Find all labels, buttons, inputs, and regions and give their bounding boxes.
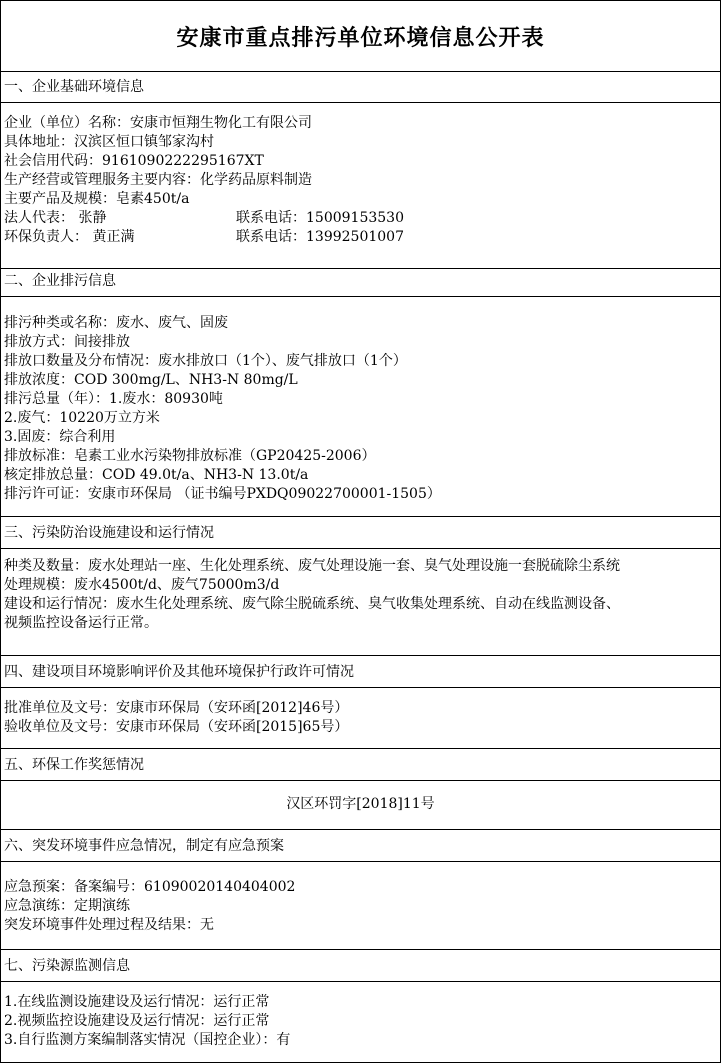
operation-status-cont: 视频监控设备运行正常。 [4, 615, 158, 631]
section-5-heading: 五、环保工作奖惩情况 [1, 749, 720, 781]
page-title: 安康市重点排污单位环境信息公开表 [1, 1, 720, 72]
emergency-plan: 应急预案：备案编号：61090020140404002 [4, 879, 296, 895]
section-3-body [1, 550, 720, 656]
discharge-method: 排放方式：间接排放 [4, 334, 130, 350]
env-manager-phone: 联系电话：13992501007 [236, 229, 404, 245]
treatment-capacity: 处理规模：废水4500t/d、废气75000m3/d [4, 577, 280, 593]
business-scope: 生产经营或管理服务主要内容：化学药品原料制造 [4, 172, 312, 188]
env-manager-row [4, 228, 720, 247]
main-products: 主要产品及规模：皂素450t/a [4, 191, 190, 207]
acceptance-authority: 验收单位及文号：安康市环保局（安环函[2015]65号） [4, 719, 349, 735]
section-2-heading: 二、企业排污信息 [1, 265, 720, 297]
operation-status: 建设和运行情况：废水生化处理系统、废气除尘脱硫系统、臭气收集处理系统、自动在线监测设备、 [4, 596, 620, 612]
legal-rep-phone: 联系电话：15009153530 [236, 210, 404, 226]
approved-total: 核定排放总量：COD 49.0t/a、NH3-N 13.0t/a [4, 467, 309, 483]
penalty-doc-number: 汉区环罚字[2018]11号 [286, 796, 435, 812]
company-name: 企业（单位）名称：安康市恒翔生物化工有限公司 [4, 115, 312, 131]
section-1-heading: 一、企业基础环境信息 [1, 71, 720, 103]
section-6-body [1, 863, 720, 950]
emergency-drill: 应急演练：定期演练 [4, 898, 130, 914]
self-monitoring-plan: 3.自行监测方案编制落实情况（国控企业）：有 [4, 1032, 291, 1048]
facility-types: 种类及数量：废水处理站一座、生化处理系统、废气处理设施一套、臭气处理设施一套脱硫除尘系统 [4, 558, 620, 574]
section-4-body [1, 689, 720, 749]
section-5-body [1, 782, 720, 830]
incident-result: 突发环境事件处理过程及结果：无 [4, 917, 214, 933]
section-6-heading: 六、突发环境事件应急情况，制定有应急预案 [1, 830, 720, 862]
total-wastewater: 排污总量（年）：1.废水：80930吨 [4, 391, 223, 407]
company-address: 具体地址：汉滨区恒口镇邹家沟村 [4, 134, 214, 150]
total-waste-gas: 2.废气：10220万立方米 [4, 410, 160, 426]
credit-code: 社会信用代码：9161090222295167XT [4, 153, 264, 169]
legal-rep: 法人代表： 张静 [4, 210, 107, 226]
pollutant-types: 排污种类或名称：废水、废气、固废 [4, 315, 228, 331]
approval-authority: 批准单位及文号：安康市环保局（安环函[2012]46号） [4, 700, 349, 716]
section-1-body [1, 104, 720, 269]
section-4-heading: 四、建设项目环境影响评价及其他环境保护行政许可情况 [1, 656, 720, 688]
outlet-count: 排放口数量及分布情况：废水排放口（1个）、废气排放口（1个） [4, 353, 407, 369]
video-monitoring: 2.视频监控设施建设及运行情况：运行正常 [4, 1013, 270, 1029]
discharge-standard: 排放标准：皂素工业水污染物排放标准（GP20425-2006） [4, 448, 376, 464]
section-2-body [1, 298, 720, 517]
discharge-concentration: 排放浓度：COD 300mg/L、NH3-N 80mg/L [4, 372, 298, 388]
solid-waste: 3.固废：综合利用 [4, 429, 116, 445]
online-monitoring: 1.在线监测设施建设及运行情况：运行正常 [4, 994, 270, 1010]
section-3-heading: 三、污染防治设施建设和运行情况 [1, 517, 720, 549]
legal-rep-row [4, 209, 720, 228]
env-manager: 环保负责人： 黄正满 [4, 229, 135, 245]
discharge-permit: 排污许可证：安康市环保局 （证书编号PXDQ09022700001-1505） [4, 486, 441, 502]
section-7-body [1, 983, 720, 1062]
section-7-heading: 七、污染源监测信息 [1, 950, 720, 982]
